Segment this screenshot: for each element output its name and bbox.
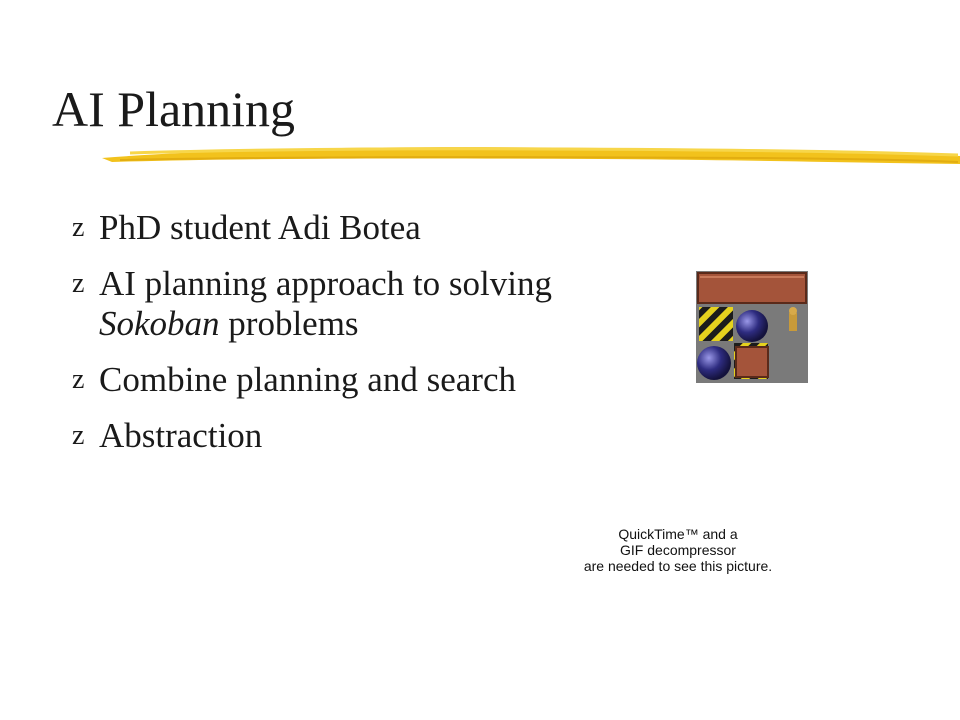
bullet-list	[72, 208, 632, 472]
bullet-item	[72, 264, 632, 344]
bullet-text: problems	[219, 304, 359, 343]
bullet-item	[72, 208, 632, 248]
quicktime-placeholder-notice	[556, 526, 800, 574]
sokoban-game-thumbnail-icon	[696, 271, 808, 383]
quicktime-notice-line: are needed to see this picture.	[583, 558, 773, 574]
bullet-item	[72, 416, 632, 456]
quicktime-notice-line: GIF decompressor	[620, 542, 736, 558]
bullet-emphasis: Sokoban	[99, 304, 220, 343]
bullet-text: Combine planning and search	[99, 360, 516, 399]
quicktime-notice-line: QuickTime™ and a	[618, 526, 738, 542]
title-underline-stroke	[0, 0, 960, 200]
bullet-marker: z	[72, 212, 85, 243]
bullet-text: PhD student Adi Botea	[99, 208, 421, 247]
bullet-text: Abstraction	[99, 416, 263, 455]
bullet-marker: z	[72, 420, 85, 451]
bullet-text: AI planning approach to solving	[99, 264, 552, 303]
slide-title: AI Planning	[52, 81, 296, 137]
bullet-marker: z	[72, 364, 85, 395]
bullet-item	[72, 360, 632, 400]
bullet-marker: z	[72, 268, 85, 299]
